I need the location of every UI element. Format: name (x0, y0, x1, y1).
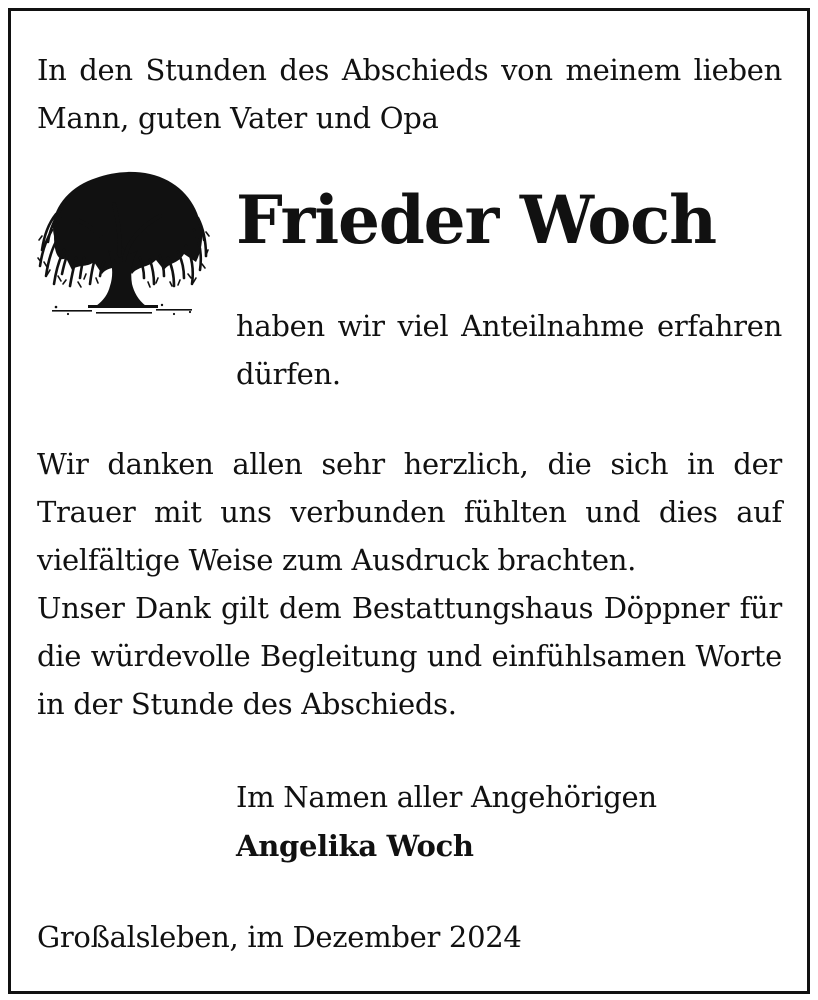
intro-text: In den Stunden des Abschieds von meinem lieben Mann, guten Vater und Opa (37, 53, 782, 135)
place-date: Großalsleben, im Dezember 2024 (37, 920, 522, 954)
signer-name: Angelika Woch (236, 829, 474, 863)
weeping-willow-tree-icon (34, 166, 210, 318)
deceased-name: Frieder Woch (236, 181, 716, 259)
received-sympathy-text: haben wir viel Anteilnahme erfahren dürfen. (236, 309, 782, 391)
thanks-paragraph: Wir danken allen sehr herzlich, die sich in der Trauer mit uns verbunden fühlten und dies auf vielfältige Weise zum Ausdruck brachten. (37, 447, 782, 577)
thanks-funeral-home-paragraph: Unser Dank gilt dem Bestattungshaus Döppner für die würdevolle Begleitung und einfühlsamen Worte in der Stunde des Abschieds. (37, 591, 782, 721)
signoff-text: Im Namen aller Angehörigen (236, 780, 657, 814)
thanks-text (37, 440, 782, 728)
